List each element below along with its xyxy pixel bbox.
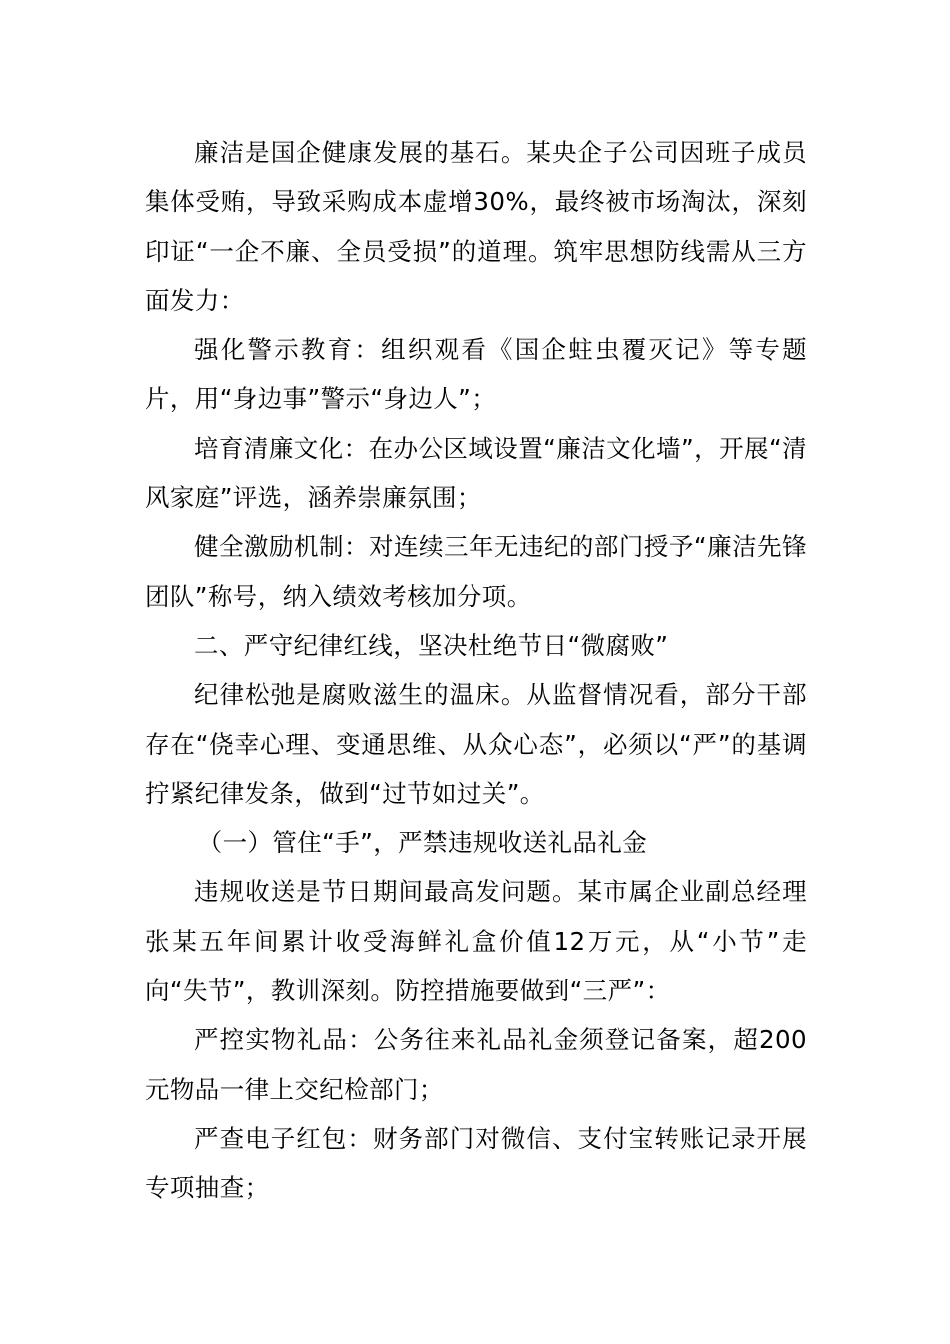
paragraph-incentive-mechanism: 健全激励机制：对连续三年无违纪的部门授予“廉洁先锋团队”称号，纳入绩效考核加分项。 [145, 532, 807, 611]
paragraph-clean-culture: 培育清廉文化：在办公区域设置“廉洁文化墙”，开展“清风家庭”评选，涵养崇廉氛围； [145, 433, 807, 513]
paragraph-discipline: 纪律松弛是腐败滋生的温床。从监督情况看，部分干部存在“侥幸心理、变通思维、从众心态”，必须以“严”的基调拧紧纪律发条，做到“过节如过关”。 [145, 680, 807, 808]
paragraph-physical-gifts: 严控实物礼品：公务往来礼品礼金须登记备案，超200元物品一律上交纪检部门； [145, 1025, 807, 1104]
paragraph-warning-education: 强化警示教育：组织观看《国企蛀虫覆灭记》等专题片，用“身边事”警示“身边人”； [145, 335, 807, 414]
paragraph-intro: 廉洁是国企健康发展的基石。某央企子公司因班子成员集体受贿，导致采购成本虚增30%，最终被市场淘汰，深刻印证“一企不廉、全员受损”的道理。筑牢思想防线需从三方面发力： [145, 138, 807, 315]
subsection-heading-1: （一）管住“手”，严禁违规收送礼品礼金 [197, 828, 648, 858]
paragraph-e-red-packets: 严查电子红包：财务部门对微信、支付宝转账记录开展专项抽查； [145, 1123, 807, 1203]
section-heading-2: 二、严守纪律红线，坚决杜绝节日“微腐败” [194, 630, 669, 660]
document-page [145, 128, 807, 1213]
paragraph-gift-violations: 违规收送是节日期间最高发问题。某市属企业副总经理张某五年间累计收受海鲜礼盒价值12万元，从“小节”走向“失节”，教训深刻。防控措施要做到“三严”： [145, 877, 807, 1006]
